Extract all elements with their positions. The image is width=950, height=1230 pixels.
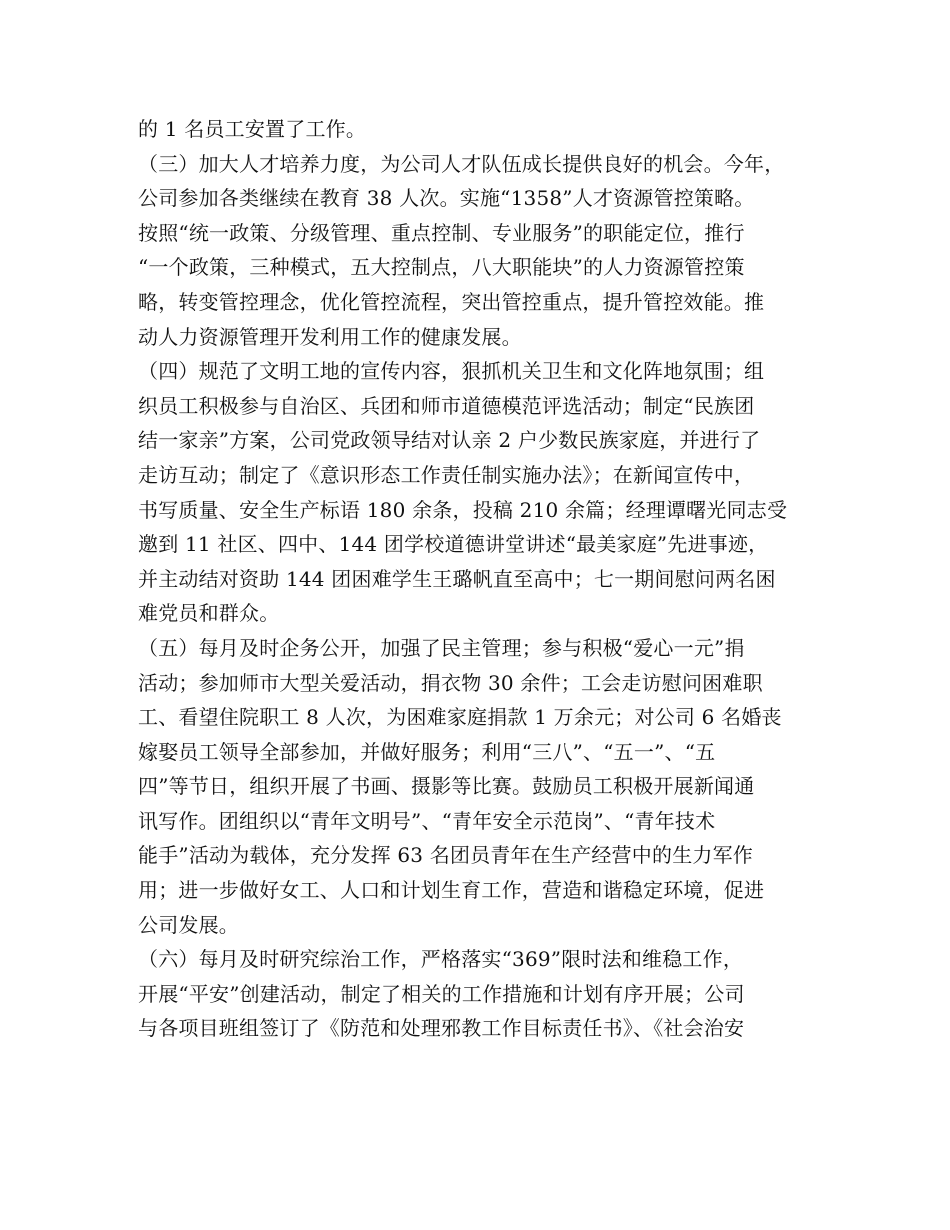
text-line-20: 四”等节日，组织开展了书画、摄影等比赛。鼓励员工积极开展新闻通 xyxy=(138,774,755,799)
text-line-21: 讯写作。团组织以“青年文明号”、“青年安全示范岗”、“青年技术 xyxy=(138,808,716,833)
body-text xyxy=(138,112,838,1046)
text-line-17: 活动；参加师市大型关爱活动，捐衣物 30 余件；工会走访慰问困难职 xyxy=(138,670,763,695)
text-line-22: 能手”活动为载体，充分发挥 63 名团员青年在生产经营中的生力军作 xyxy=(138,843,753,868)
text-line-18: 工、看望住院职工 8 人次，为困难家庭捐款 1 万余元；对公司 6 名婚丧 xyxy=(138,705,782,730)
text-line-7: 动人力资源管理开发利用工作的健康发展。 xyxy=(138,324,522,349)
text-line-25: （六）每月及时研究综治工作，严格落实“369”限时法和维稳工作， xyxy=(138,947,744,972)
text-line-3: 公司参加各类继续在教育 38 人次。实施“1358”人才资源管控策略。 xyxy=(138,186,755,211)
text-line-4: 按照“统一政策、分级管理、重点控制、专业服务”的职能定位，推行 xyxy=(138,220,745,245)
text-line-10: 结一家亲”方案，公司党政领导结对认亲 2 户少数民族家庭，并进行了 xyxy=(138,428,761,453)
text-line-5: “一个政策，三种模式，五大控制点，八大职能块”的人力资源管控策 xyxy=(138,255,745,280)
text-line-16: （五）每月及时企务公开，加强了民主管理；参与积极“爱心一元”捐 xyxy=(138,635,745,660)
text-line-11: 走访互动；制定了《意识形态工作责任制实施办法》；在新闻宣传中， xyxy=(138,462,755,487)
text-line-19: 嫁娶员工领导全部参加，并做好服务；利用“三八”、“五一”、“五 xyxy=(138,739,716,764)
text-line-2: （三）加大人才培养力度，为公司人才队伍成长提供良好的机会。今年， xyxy=(138,151,785,176)
text-line-1: 的 1 名员工安置了工作。 xyxy=(138,117,367,141)
text-line-14: 并主动结对资助 144 团困难学生王璐帆直至高中；七一期间慰问两名困 xyxy=(138,566,776,591)
text-line-13: 邀到 11 社区、四中、144 团学校道德讲堂讲述“最美家庭”先进事迹， xyxy=(138,532,769,557)
text-line-26: 开展“平安”创建活动，制定了相关的工作措施和计划有序开展；公司 xyxy=(138,981,745,1006)
text-line-27: 与各项目班组签订了《防范和处理邪教工作目标责任书》、《社会治安 xyxy=(138,1016,745,1041)
text-line-8: （四）规范了文明工地的宣传内容，狠抓机关卫生和文化阵地氛围；组 xyxy=(138,359,765,384)
text-line-15: 难党员和群众。 xyxy=(138,601,280,626)
text-line-24: 公司发展。 xyxy=(138,912,239,937)
text-line-12: 书写质量、安全生产标语 180 余条，投稿 210 余篇；经理谭曙光同志受 xyxy=(138,497,788,522)
text-line-23: 用；进一步做好女工、人口和计划生育工作，营造和谐稳定环境，促进 xyxy=(138,878,765,903)
text-line-9: 织员工积极参与自治区、兵团和师市道德模范评选活动；制定“民族团 xyxy=(138,393,755,418)
text-line-6: 略，转变管控理念，优化管控流程，突出管控重点，提升管控效能。推 xyxy=(138,289,765,314)
